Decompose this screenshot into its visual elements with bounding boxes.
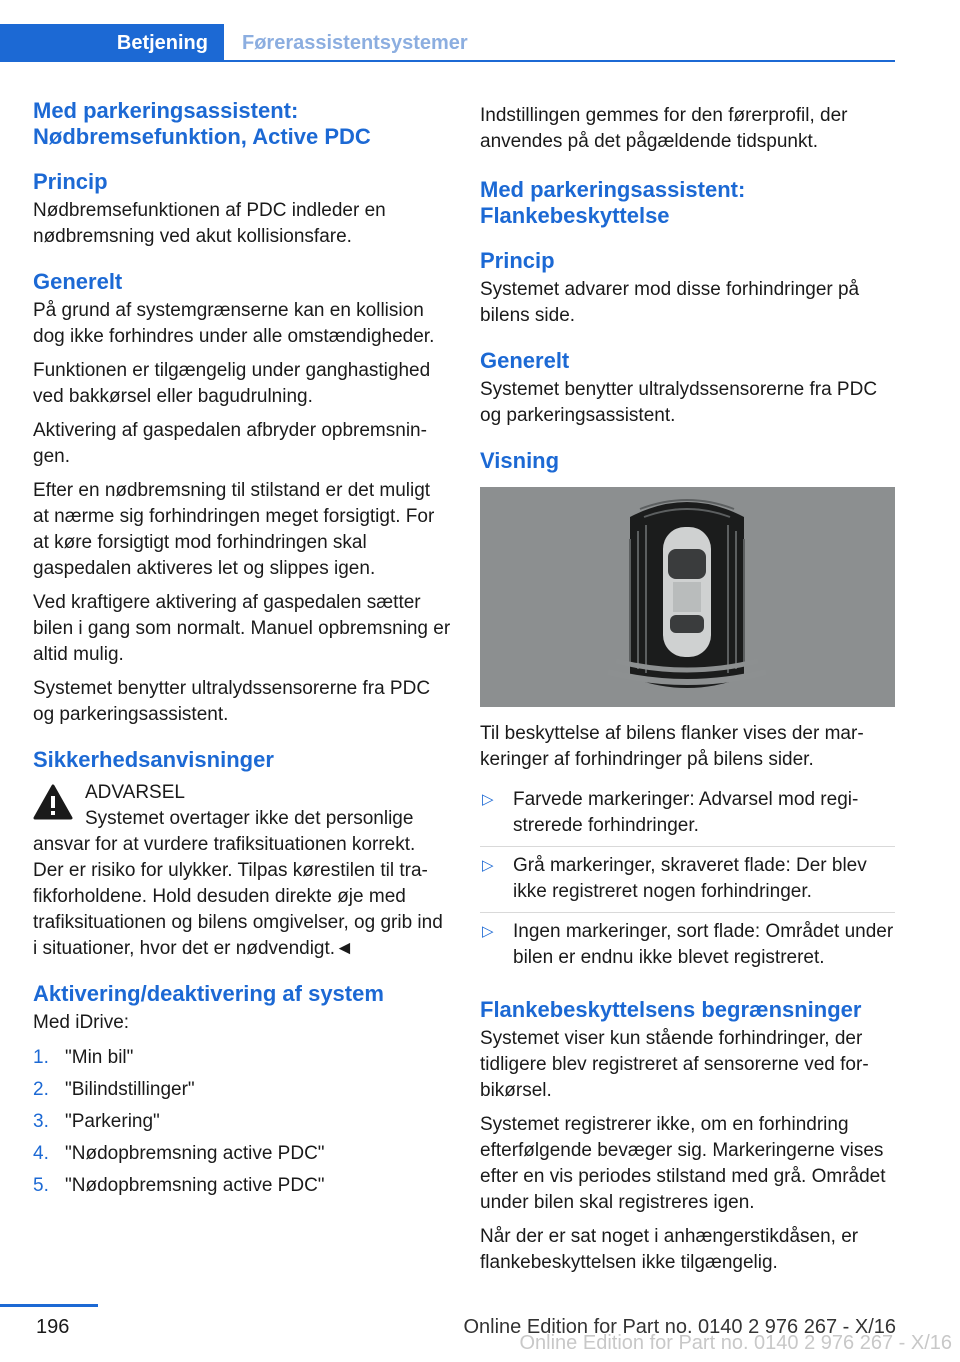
left-column xyxy=(33,98,451,1220)
graenser-paragraph: Systemet viser kun stående forhindringer, der tidligere blev registreret af sensorerne ved forbikørsel. xyxy=(480,1028,869,1101)
section-title: Med parkeringsassistent: Flankebeskyttelse xyxy=(480,177,746,228)
triangle-bullet-icon: ▷ xyxy=(482,791,494,808)
subheading-visning: Visning xyxy=(480,448,560,473)
generelt-text: Systemet benytter ultralydssensorerne fra PDC og parkeringsassistent. xyxy=(480,379,878,426)
subheading-generelt: Generelt xyxy=(33,269,123,294)
generelt-paragraph: På grund af systemgrænserne kan en kollision dog ikke forhindres under alle omstændigheder. xyxy=(33,300,435,347)
graenser-paragraph: Når der er sat noget i anhængerstikdåsen, er flankebeskyttelsen ikke tilgængelig. xyxy=(480,1226,859,1273)
generelt-paragraph: Aktivering af gaspedalen afbryder opbremsningen. xyxy=(33,420,427,467)
section-nodbremse-title xyxy=(33,98,451,150)
list-item xyxy=(33,1138,451,1170)
marking-legend-list xyxy=(480,781,895,978)
step-text: "Min bil" xyxy=(65,1047,134,1068)
bullet-text: Ingen markeringer, sort flade: Området under bilen er endnu ikke blevet registreret. xyxy=(513,921,894,968)
car-top-view-icon xyxy=(480,487,895,707)
bullet-text: Grå markeringer, skraveret flade: Der blev ikke registreret nogen forhindringer. xyxy=(513,855,867,902)
warning-text: ansvar for at vurdere trafiksituationen korrekt. Der er risiko for ulykker. Tilpas kørestilen til trafikforholdene. Hold desuden direkte øje med trafiksituationen og bilens omgivelser, og grib ind i situationer, hvor det er nødvendigt.◄ xyxy=(33,834,443,959)
triangle-bullet-icon: ▷ xyxy=(482,857,494,874)
graenser-paragraph: Systemet registrerer ikke, om en forhindring efterfølgende bevæger sig. Markeringerne vises efter en vis periodes stilstand med grå. Området under bilen skal registreres igen. xyxy=(480,1114,886,1213)
generelt-paragraph: Systemet benytter ultralydssensorerne fra PDC og parkeringsassistent. xyxy=(33,678,431,725)
header-tabbar xyxy=(0,24,895,62)
step-text: "Nødopbremsning active PDC" xyxy=(65,1175,325,1196)
list-item xyxy=(480,781,895,847)
subheading-princip: Princip xyxy=(33,169,108,194)
section-sikkerhed xyxy=(33,746,451,962)
subheading-graenser: Flankebeskyttelsens begrænsninger xyxy=(480,997,862,1022)
generelt-paragraph: Ved kraftigere aktivering af gaspedalen sætter bilen i gang som normalt. Manuel opbremsning er altid mulig. xyxy=(33,592,451,665)
right-column xyxy=(480,103,895,1294)
edition-note: Online Edition for Part no. 0140 2 976 267 - X/16 xyxy=(463,1316,896,1338)
header-rule xyxy=(0,60,895,62)
visning-text: Til beskyttelse af bilens flanker vises der markeringer af forhindringer på bilens sider. xyxy=(480,723,864,770)
warning-first-line: Systemet overtager ikke det personlige xyxy=(85,808,414,829)
bullet-text: Farvede markeringer: Advarsel mod registrerede forhindringer. xyxy=(513,789,859,836)
tab-forerassistentsystemer[interactable]: Førerassistentsystemer xyxy=(242,32,468,54)
step-number: 4. xyxy=(33,1143,49,1164)
step-text: "Bilindstillinger" xyxy=(65,1079,195,1100)
list-item xyxy=(33,1042,451,1074)
triangle-bullet-icon: ▷ xyxy=(482,923,494,940)
steps-list xyxy=(33,1042,451,1202)
section-princip xyxy=(480,247,895,329)
step-number: 1. xyxy=(33,1047,49,1068)
warning-box xyxy=(33,780,451,962)
step-number: 5. xyxy=(33,1175,49,1196)
page-number: 196 xyxy=(36,1316,70,1338)
warning-triangle-icon xyxy=(33,784,73,820)
section-generelt xyxy=(33,268,451,728)
list-item xyxy=(33,1106,451,1138)
section-aktivering xyxy=(33,980,451,1202)
princip-text: Nødbremsefunktionen af PDC indleder en nødbremsning ved akut kollisionsfare. xyxy=(33,200,386,247)
step-text: "Parkering" xyxy=(65,1111,160,1132)
section-visning xyxy=(480,447,895,978)
step-number: 3. xyxy=(33,1111,49,1132)
section-generelt xyxy=(480,347,895,429)
profile-note: Indstillingen gemmes for den førerprofil, der anvendes på det pågældende tidspunkt. xyxy=(480,105,848,152)
list-item xyxy=(33,1074,451,1106)
step-text: "Nødopbremsning active PDC" xyxy=(65,1143,325,1164)
section-title: Med parkeringsassistent: Nødbremsefunktion, Active PDC xyxy=(33,98,371,149)
side-protection-display-image xyxy=(480,487,895,707)
generelt-paragraph: Funktionen er tilgængelig under ganghastighed ved bakkørsel eller bagudrulning. xyxy=(33,360,431,407)
warning-title: ADVARSEL xyxy=(85,782,185,803)
list-item xyxy=(480,913,895,978)
watermark: Online Edition for Part no. 0140 2 976 267 - X/16 xyxy=(519,1332,952,1354)
generelt-paragraph: Efter en nødbremsning til stilstand er det muligt at nærme sig forhindringen meget forsigtigt. For at køre forsigtigt mod forhindringen skal gaspedalen aktiveres let og slippes igen. xyxy=(33,480,435,579)
subheading-sikkerhed: Sikkerhedsanvisninger xyxy=(33,747,274,772)
aktivering-intro: Med iDrive: xyxy=(33,1012,130,1033)
section-flanke-title xyxy=(480,177,895,229)
princip-text: Systemet advarer mod disse forhindringer på bilens side. xyxy=(480,279,860,326)
step-number: 2. xyxy=(33,1079,49,1100)
list-item xyxy=(480,847,895,913)
footer-rule xyxy=(0,1304,98,1307)
list-item xyxy=(33,1170,451,1202)
section-graenser xyxy=(480,996,895,1276)
tab-betjening[interactable]: Betjening xyxy=(0,24,224,62)
subheading-aktivering: Aktivering/deaktivering af system xyxy=(33,981,384,1006)
subheading-princip: Princip xyxy=(480,248,555,273)
subheading-generelt: Generelt xyxy=(480,348,570,373)
section-princip xyxy=(33,168,451,250)
